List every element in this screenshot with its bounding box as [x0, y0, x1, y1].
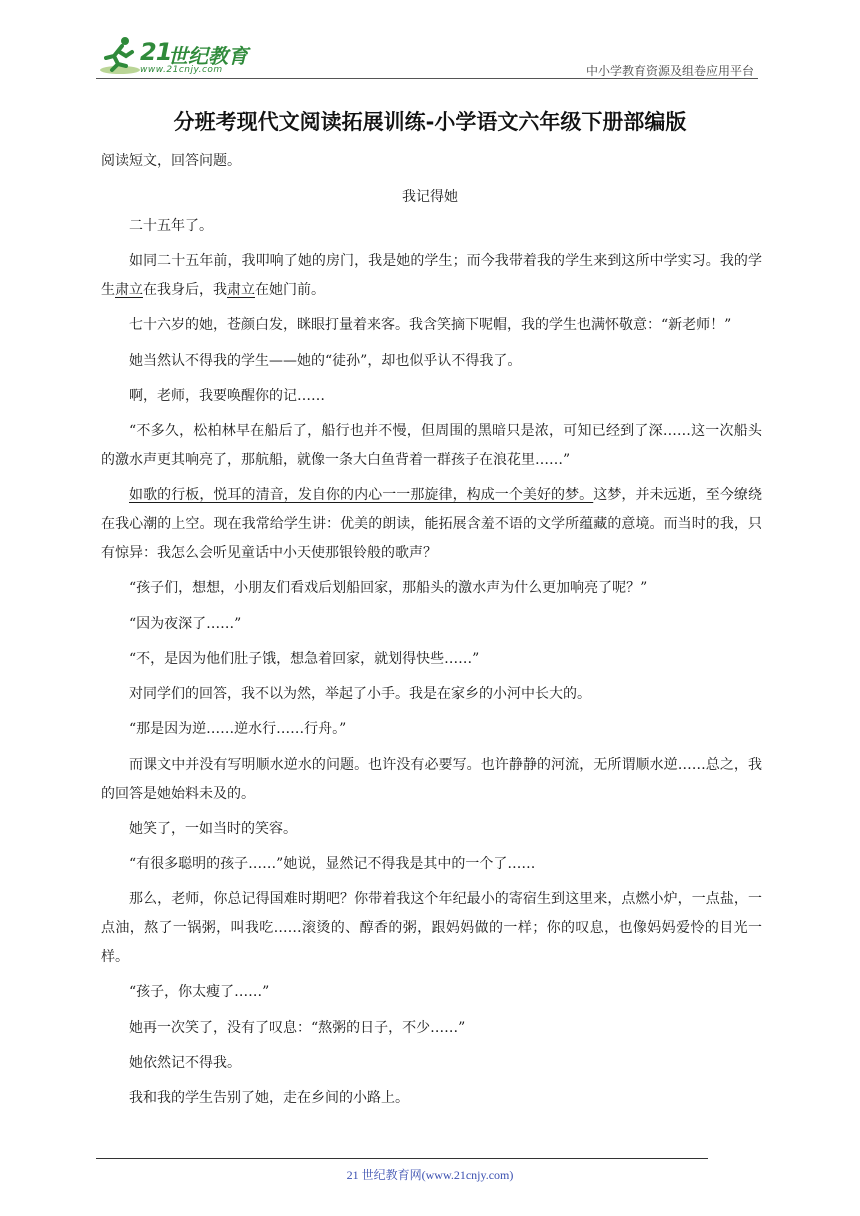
- paragraph: 她再一次笑了，没有了叹息：“熬粥的日子，不少……”: [129, 1019, 466, 1036]
- paragraph: 七十六岁的她，苍颜白发，眯眼打量着来客。我含笑摘下呢帽，我的学生也满怀敬意：“新老师！”: [129, 317, 732, 334]
- header-divider: [96, 78, 758, 79]
- paragraph-text: 这梦，并未远逝，至今缭绕在我心潮的上空。现在我常给学生讲：优美的朗读，能拓展含羞不语的文学所蕴藏的意境。而当时的我，只有惊异：我怎么会听见童话中小天使那银铃般的歌声？: [101, 487, 762, 561]
- paragraph: “那是因为逆……逆水行……行舟。”: [129, 721, 347, 738]
- page-header: [96, 34, 758, 78]
- paragraph: 二十五年了。: [129, 218, 213, 234]
- paragraph: 啊，老师，我要唤醒你的记……: [129, 387, 325, 404]
- paragraph: 我和我的学生告别了她，走在乡间的小路上。: [129, 1090, 409, 1107]
- paragraph: “孩子，你太瘦了……”: [129, 984, 270, 1001]
- logo-number: 21: [140, 38, 172, 66]
- paragraph-text: 在她门前。: [255, 282, 325, 299]
- paragraph-text: 在我身后，我: [143, 282, 227, 299]
- paragraph: 她当然认不得我的学生——她的“徒孙”，却也似乎认不得我了。: [129, 352, 522, 369]
- underlined-word: 肃立: [227, 282, 255, 299]
- story-title: 我记得她: [402, 189, 458, 205]
- logo-text: 世纪教育: [168, 44, 248, 68]
- platform-name: 中小学教育资源及组卷应用平台: [585, 64, 754, 78]
- footer-divider: [96, 1158, 708, 1159]
- story-body: [101, 212, 762, 1120]
- page-title: 分班考现代文阅读拓展训练-小学语文六年级下册部编版: [173, 110, 687, 134]
- paragraph: [101, 481, 762, 567]
- underlined-word: 肃立: [115, 282, 143, 299]
- paragraph: “不多久，松柏林早在船后了，船行也并不慢，但周围的黑暗只是浓，可知已经到了深……这一次船头的激水声更其响亮了，那航船，就像一条大白鱼背着一群孩子在浪花里……”: [101, 423, 762, 469]
- paragraph: “有很多聪明的孩子……”她说，显然记不得我是其中的一个了……: [129, 856, 536, 873]
- paragraph: “不，是因为他们肚子饿，想急着回家，就划得快些……”: [129, 650, 480, 667]
- paragraph: 她笑了，一如当时的笑容。: [129, 820, 297, 837]
- paragraph: “孩子们，想想，小朋友们看戏后划船回家，那船头的激水声为什么更加响亮了呢？”: [129, 580, 648, 597]
- instruction: 阅读短文，回答问题。: [101, 153, 241, 169]
- paragraph: 对同学们的回答，我不以为然，举起了小手。我是在家乡的小河中长大的。: [129, 686, 591, 703]
- paragraph: 而课文中并没有写明顺水逆水的问题。也许没有必要写。也许静静的河流，无所谓顺水逆……总之，我的回答是她始料未及的。: [101, 756, 762, 802]
- underlined-sentence: 如歌的行板，悦耳的清音，发自你的内心一一那旋律，构成一个美好的梦。: [129, 487, 594, 504]
- footer-link[interactable]: 21 世纪教育网(www.21cnjy.com): [346, 1168, 514, 1182]
- logo-url: www.21cnjy.com: [140, 65, 223, 75]
- logo[interactable]: [96, 34, 266, 78]
- paragraph: 她依然记不得我。: [129, 1054, 241, 1071]
- paragraph: [101, 247, 762, 305]
- runner-logo-icon: [98, 34, 142, 76]
- paragraph: 那么，老师，你总记得国难时期吧？你带着我这个年纪最小的寄宿生到这里来，点燃小炉，一点盐，一点油，熬了一锅粥，叫我吃……滚烫的、醇香的粥，跟妈妈做的一样；你的叹息，也像妈妈爱怜的目光一样。: [101, 891, 762, 966]
- paragraph: “因为夜深了……”: [129, 615, 242, 632]
- paragraph-text: 如同二十五年前，我叩响了她的房门，我是她的学生；而今我带着我的学生来到这所中学实习。我的学生: [101, 253, 762, 299]
